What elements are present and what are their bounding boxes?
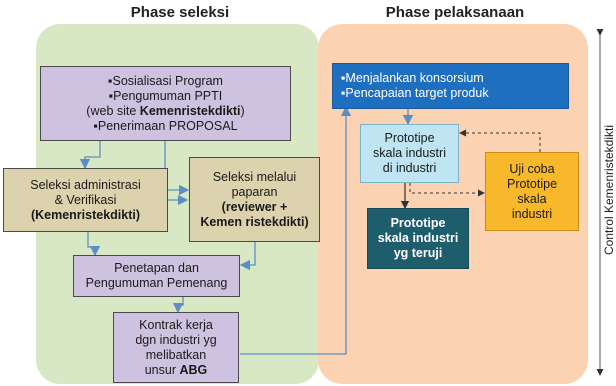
arrow-sosialisasi-to-paparan [165,140,188,190]
control-kemenristekdikti-label: Control Kemenristekdikti [602,124,616,256]
prototipe-industri-line-1: Prototipe [384,131,435,145]
seleksi-paparan-line-2: paparan [231,184,278,199]
sosialisasi-box [40,66,291,141]
prototipe-industri-line-2: skala industri [373,146,446,160]
arrow-paparan-to-penetapan [241,242,255,265]
seleksi-admin-line-2: & Verifikasi [54,192,117,207]
penetapan-line-2: Pengumuman Pemenang [85,276,228,290]
sosialisasi-line-1: ▪Sosialisasi Program [108,73,223,88]
sosialisasi-line-3: (web site Kemenristekdikti) [86,103,245,118]
prototipe-teruji-line-1: Prototipe [390,216,446,230]
ujicoba-line-2: Prototipe [506,176,558,191]
penetapan-box [73,255,240,297]
penetapan-line-1: Penetapan dan [114,261,199,275]
konsorsium-box [332,63,569,109]
arrow-sosialisasi-to-admin [85,140,100,168]
konsorsium-line-1: ▪Menjalankan konsorsium [341,71,484,85]
kontrak-line-2: dgn industri yg [135,332,217,347]
phase-seleksi-title: Phase seleksi [130,4,230,21]
prototipe-industri-box [360,124,459,183]
kontrak-line-4: unsur ABG [144,362,208,377]
seleksi-paparan-line-3: (reviewer + [221,199,288,214]
prototipe-teruji-line-2: skala industri [377,231,459,245]
sosialisasi-line-2: ▪Pengumuman PPTI [108,88,223,103]
ujicoba-line-1: Uji coba [509,161,555,176]
seleksi-paparan-line-1: Seleksi melalui [212,169,297,184]
kontrak-line-3: melibatkan [145,347,207,362]
ujicoba-line-4: industri [511,206,553,221]
arrow-prototipe-to-ujicoba [410,183,484,193]
arrow-penetapan-to-kontrak [178,297,183,312]
seleksi-admin-line-3: (Kemenristekdikti) [30,207,141,222]
arrow-ujicoba-to-prototipe [460,133,540,152]
ujicoba-box [485,152,579,231]
phase-pelaksanaan-title: Phase pelaksanaan [385,4,525,21]
seleksi-paparan-line-4: Kemen ristekdikti) [200,214,309,229]
ujicoba-line-3: skala [517,191,547,206]
seleksi-admin-line-1: Seleksi administrasi [30,177,141,192]
prototipe-teruji-line-3: yg teruji [393,246,443,260]
kontrak-box [113,312,239,383]
konsorsium-line-2: ▪Pencapaian target produk [341,86,489,100]
sosialisasi-line-4: ▪Penerimaan PROPOSAL [93,118,238,133]
prototipe-teruji-box [367,208,469,269]
seleksi-paparan-box [189,157,320,242]
arrow-admin-to-penetapan [88,232,95,255]
seleksi-administrasi-box [3,168,168,232]
kontrak-line-1: Kontrak kerja [139,317,213,332]
prototipe-industri-line-3: di industri [382,161,437,175]
